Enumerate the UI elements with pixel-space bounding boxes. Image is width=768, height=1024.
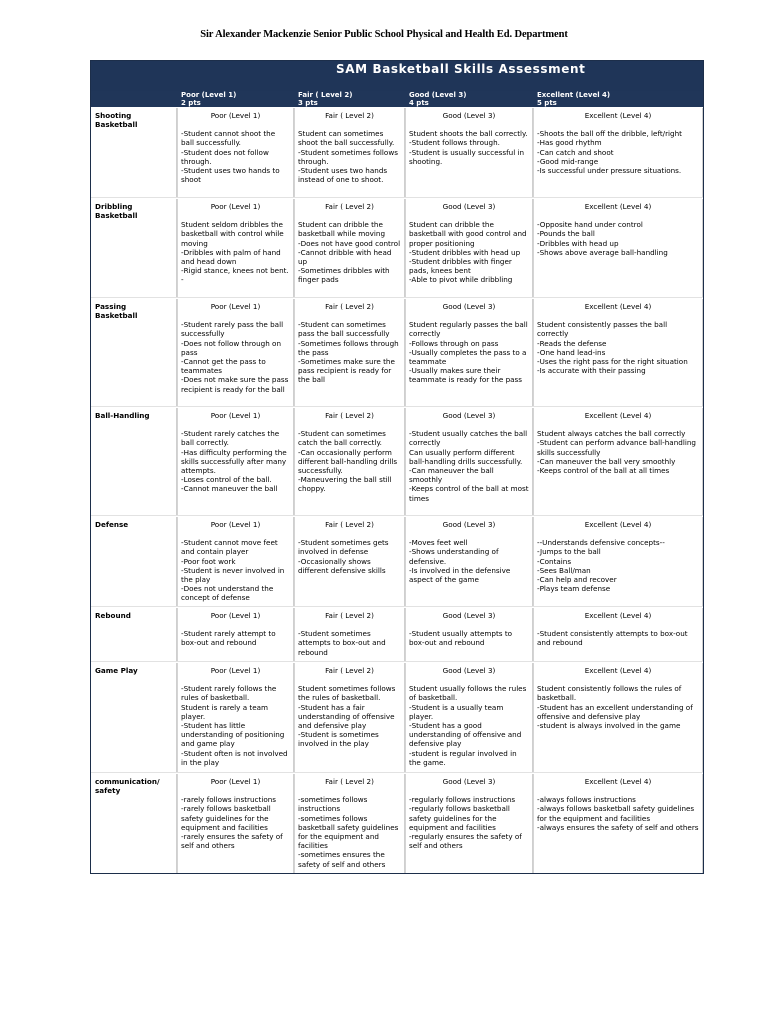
criterion-cell xyxy=(294,299,405,406)
cell-description: -Student sometimes gets involved in defense -Occasionally shows different defensive skills xyxy=(298,538,389,575)
rubric-row xyxy=(91,299,703,407)
level-points: 4 pts xyxy=(409,99,429,107)
rubric-row xyxy=(91,517,703,607)
cell-level-label: Fair ( Level 2) xyxy=(325,520,374,529)
level-points: 5 pts xyxy=(537,99,557,107)
cell-level-label: Excellent (Level 4) xyxy=(584,302,652,311)
cell-description: Student consistently follows the rules of basketball. -Student has an excellent understanding of offensive and defensive play -student is always involved in the game xyxy=(537,684,693,731)
criterion-cell xyxy=(405,408,533,515)
criterion-cell xyxy=(294,108,405,197)
level-name: Good (Level 3) xyxy=(409,91,467,99)
document-title: Sir Alexander Mackenzie Senior Public School Physical and Health Ed. Department xyxy=(200,29,568,40)
cell-description: -Student can sometimes pass the ball successfully -Sometimes follows through the pass -Sometimes make sure the pass recipient is ready for the ball xyxy=(298,320,399,385)
level-points: 2 pts xyxy=(181,99,201,107)
criterion-cell xyxy=(177,199,294,297)
cell-level-label: Fair ( Level 2) xyxy=(325,411,374,420)
cell-level-label: Fair ( Level 2) xyxy=(325,777,374,786)
cell-level-label: Poor (Level 1) xyxy=(210,411,261,420)
cell-description: -Student rarely attempt to box-out and rebound xyxy=(181,629,278,648)
rubric-table xyxy=(90,60,704,874)
skill-name: Passing Basketball xyxy=(91,299,177,406)
criterion-cell xyxy=(294,774,405,874)
criterion-cell xyxy=(405,774,533,874)
criterion-cell xyxy=(294,199,405,297)
cell-description: -Shoots the ball off the dribble, left/right -Has good rhythm -Can catch and shoot -Good mid-range -Is successful under pressure situations. xyxy=(537,129,682,176)
cell-level-label: Poor (Level 1) xyxy=(210,666,261,675)
rubric-row xyxy=(91,108,703,198)
criterion-cell xyxy=(405,108,533,197)
cell-description: -Student rarely catches the ball correctly. -Has difficulty performing the skills successfully after many attempts. -Loses control of the ball. -Cannot maneuver the ball xyxy=(181,429,287,494)
rubric-row xyxy=(91,199,703,298)
cell-description: -sometimes follows instructions -sometimes follows basketball safety guidelines for the equipment and facilities -sometimes ensures the safety of self and others xyxy=(298,795,399,869)
cell-description: -rarely follows instructions -rarely follows basketball safety guidelines for the equipment and facilities -rarely ensures the safety of self and others xyxy=(181,795,283,851)
rubric-row xyxy=(91,663,703,773)
rubric-title: SAM Basketball Skills Assessment xyxy=(336,62,586,76)
cell-level-label: Good (Level 3) xyxy=(442,111,496,120)
cell-level-label: Poor (Level 1) xyxy=(210,202,261,211)
criterion-cell xyxy=(533,517,703,606)
criterion-cell xyxy=(533,608,703,661)
cell-level-label: Excellent (Level 4) xyxy=(584,611,652,620)
criterion-cell xyxy=(177,108,294,197)
cell-level-label: Fair ( Level 2) xyxy=(325,611,374,620)
criterion-cell xyxy=(405,299,533,406)
rubric-row xyxy=(91,608,703,662)
criterion-cell xyxy=(533,408,703,515)
cell-description: -Moves feet well -Shows understanding of defensive. -Is involved in the defensive aspect of the game xyxy=(409,538,511,585)
level-points: 3 pts xyxy=(298,99,318,107)
skill-name: communication/ safety xyxy=(91,774,177,874)
cell-description: -Student usually catches the ball correctly Can usually perform different ball-handling drills successfully. -Can maneuver the ball smoothly -Keeps control of the ball at most times xyxy=(409,429,529,503)
criterion-cell xyxy=(533,108,703,197)
cell-description: Student usually follows the rules of basketball. -Student is a usually team player. -Student has a good understanding of offensive and defensive play -student is regular involved in the game. xyxy=(409,684,527,767)
cell-level-label: Poor (Level 1) xyxy=(210,111,261,120)
cell-level-label: Fair ( Level 2) xyxy=(325,202,374,211)
cell-description: -Student sometimes attempts to box-out and rebound xyxy=(298,629,388,657)
cell-level-label: Good (Level 3) xyxy=(442,777,496,786)
rubric-row xyxy=(91,408,703,516)
criterion-cell xyxy=(177,517,294,606)
criterion-cell xyxy=(294,663,405,772)
criterion-cell xyxy=(294,408,405,515)
level-header-fair xyxy=(294,91,405,107)
skill-name: Game Play xyxy=(91,663,177,772)
level-name: Poor (Level 1) xyxy=(181,91,237,99)
skill-name: Shooting Basketball xyxy=(91,108,177,197)
cell-description: Student shoots the ball correctly. -Student follows through. -Student is usually successful in shooting. xyxy=(409,129,528,166)
criterion-cell xyxy=(177,408,294,515)
cell-level-label: Poor (Level 1) xyxy=(210,520,261,529)
cell-description: Student regularly passes the ball correctly -Follows through on pass -Usually completes the pass to a teammate -Usually makes sure their teammate is ready for the pass xyxy=(409,320,528,385)
criterion-cell xyxy=(177,299,294,406)
criterion-cell xyxy=(177,774,294,874)
cell-description: Student always catches the ball correctly -Student can perform advance ball-handling skills successfully -Can maneuver the ball very smoothly -Keeps control of the ball at all times xyxy=(537,429,696,476)
criterion-cell xyxy=(405,663,533,772)
criterion-cell xyxy=(405,517,533,606)
cell-description: -Opposite hand under control -Pounds the ball -Dribbles with head up -Shows above average ball-handling xyxy=(537,220,668,257)
skill-name: Defense xyxy=(91,517,177,606)
level-header-excellent xyxy=(533,91,703,107)
cell-description: -Student consistently attempts to box-out and rebound xyxy=(537,629,690,648)
criterion-cell xyxy=(294,517,405,606)
cell-description: Student sometimes follows the rules of basketball. -Student has a fair understanding of offensive and defensive play -Student is sometimes involved in the play xyxy=(298,684,396,749)
cell-description: Student consistently passes the ball correctly -Reads the defense -One hand lead-ins -Uses the right pass for the right situation -Is accurate with their passing xyxy=(537,320,688,376)
cell-description: -Student rarely follows the rules of basketball. Student is rarely a team player. -Student has little understanding of positioning and game play -Student often is not involved in the play xyxy=(181,684,288,767)
cell-description: Student can dribble the basketball while moving -Does not have good control -Cannot dribble with head up -Sometimes dribbles with finger pads xyxy=(298,220,401,285)
criterion-cell xyxy=(294,608,405,661)
cell-level-label: Good (Level 3) xyxy=(442,302,496,311)
cell-level-label: Good (Level 3) xyxy=(442,611,496,620)
cell-description: Student can sometimes shoot the ball successfully. -Student sometimes follows through. -Student uses two hands instead of one to shoot. xyxy=(298,129,398,185)
cell-level-label: Fair ( Level 2) xyxy=(325,666,374,675)
cell-level-label: Excellent (Level 4) xyxy=(584,111,652,120)
criterion-cell xyxy=(177,663,294,772)
criterion-cell xyxy=(405,608,533,661)
cell-level-label: Excellent (Level 4) xyxy=(584,202,652,211)
level-header-good xyxy=(405,91,533,107)
criterion-cell xyxy=(177,608,294,661)
cell-description: Student can dribble the basketball with good control and proper positioning -Student dribbles with head up -Student dribbles with finger pads, knees bent -Able to pivot while dribbling xyxy=(409,220,527,285)
cell-description: -Student rarely pass the ball successfully -Does not follow through on pass -Cannot get the pass to teammates -Does not make sure the pass recipient is ready for the ball xyxy=(181,320,289,394)
cell-description: -always follows instructions -always follows basketball safety guidelines for the equipment and facilities -always ensures the safety of self and others xyxy=(537,795,699,832)
cell-level-label: Excellent (Level 4) xyxy=(584,666,652,675)
rubric-row xyxy=(91,774,703,874)
level-header-poor xyxy=(177,91,294,107)
cell-description: --Understands defensive concepts-- -Jumps to the ball -Contains -Sees Ball/man -Can help and recover -Plays team defense xyxy=(537,538,665,594)
cell-level-label: Fair ( Level 2) xyxy=(325,302,374,311)
cell-level-label: Excellent (Level 4) xyxy=(584,520,652,529)
cell-level-label: Poor (Level 1) xyxy=(210,777,261,786)
cell-level-label: Excellent (Level 4) xyxy=(584,777,652,786)
cell-level-label: Excellent (Level 4) xyxy=(584,411,652,420)
cell-level-label: Good (Level 3) xyxy=(442,666,496,675)
rubric-header xyxy=(91,61,703,91)
skill-name: Ball-Handling xyxy=(91,408,177,515)
level-name: Fair ( Level 2) xyxy=(298,91,353,99)
level-name: Excellent (Level 4) xyxy=(537,91,611,99)
cell-description: -regularly follows instructions -regularly follows basketball safety guidelines for the equipment and facilities -regularly ensures the safety of self and others xyxy=(409,795,522,851)
cell-description: -Student cannot move feet and contain player -Poor foot work -Student is never involved in the play -Does not understand the concept of defense xyxy=(181,538,285,603)
skill-name: Rebound xyxy=(91,608,177,661)
cell-description: -Student usually attempts to box-out and rebound xyxy=(409,629,515,648)
cell-level-label: Poor (Level 1) xyxy=(210,611,261,620)
criterion-cell xyxy=(533,774,703,874)
cell-level-label: Good (Level 3) xyxy=(442,520,496,529)
cell-level-label: Good (Level 3) xyxy=(442,202,496,211)
cell-description: -Student can sometimes catch the ball correctly. -Can occasionally perform different ball-handling drills successfully. -Maneuvering the ball still choppy. xyxy=(298,429,398,494)
criterion-cell xyxy=(533,299,703,406)
criterion-cell xyxy=(405,199,533,297)
level-header-row xyxy=(91,91,703,107)
cell-description: -Student cannot shoot the ball successfully. -Student does not follow through. -Student uses two hands to shoot xyxy=(181,129,280,185)
cell-description: Student seldom dribbles the basketball with control while moving -Dribbles with palm of hand and head down -Rigid stance, knees not bent. - xyxy=(181,220,289,285)
criterion-cell xyxy=(533,199,703,297)
cell-level-label: Good (Level 3) xyxy=(442,411,496,420)
cell-level-label: Fair ( Level 2) xyxy=(325,111,374,120)
criterion-cell xyxy=(533,663,703,772)
skill-name: Dribbling Basketball xyxy=(91,199,177,297)
cell-level-label: Poor (Level 1) xyxy=(210,302,261,311)
